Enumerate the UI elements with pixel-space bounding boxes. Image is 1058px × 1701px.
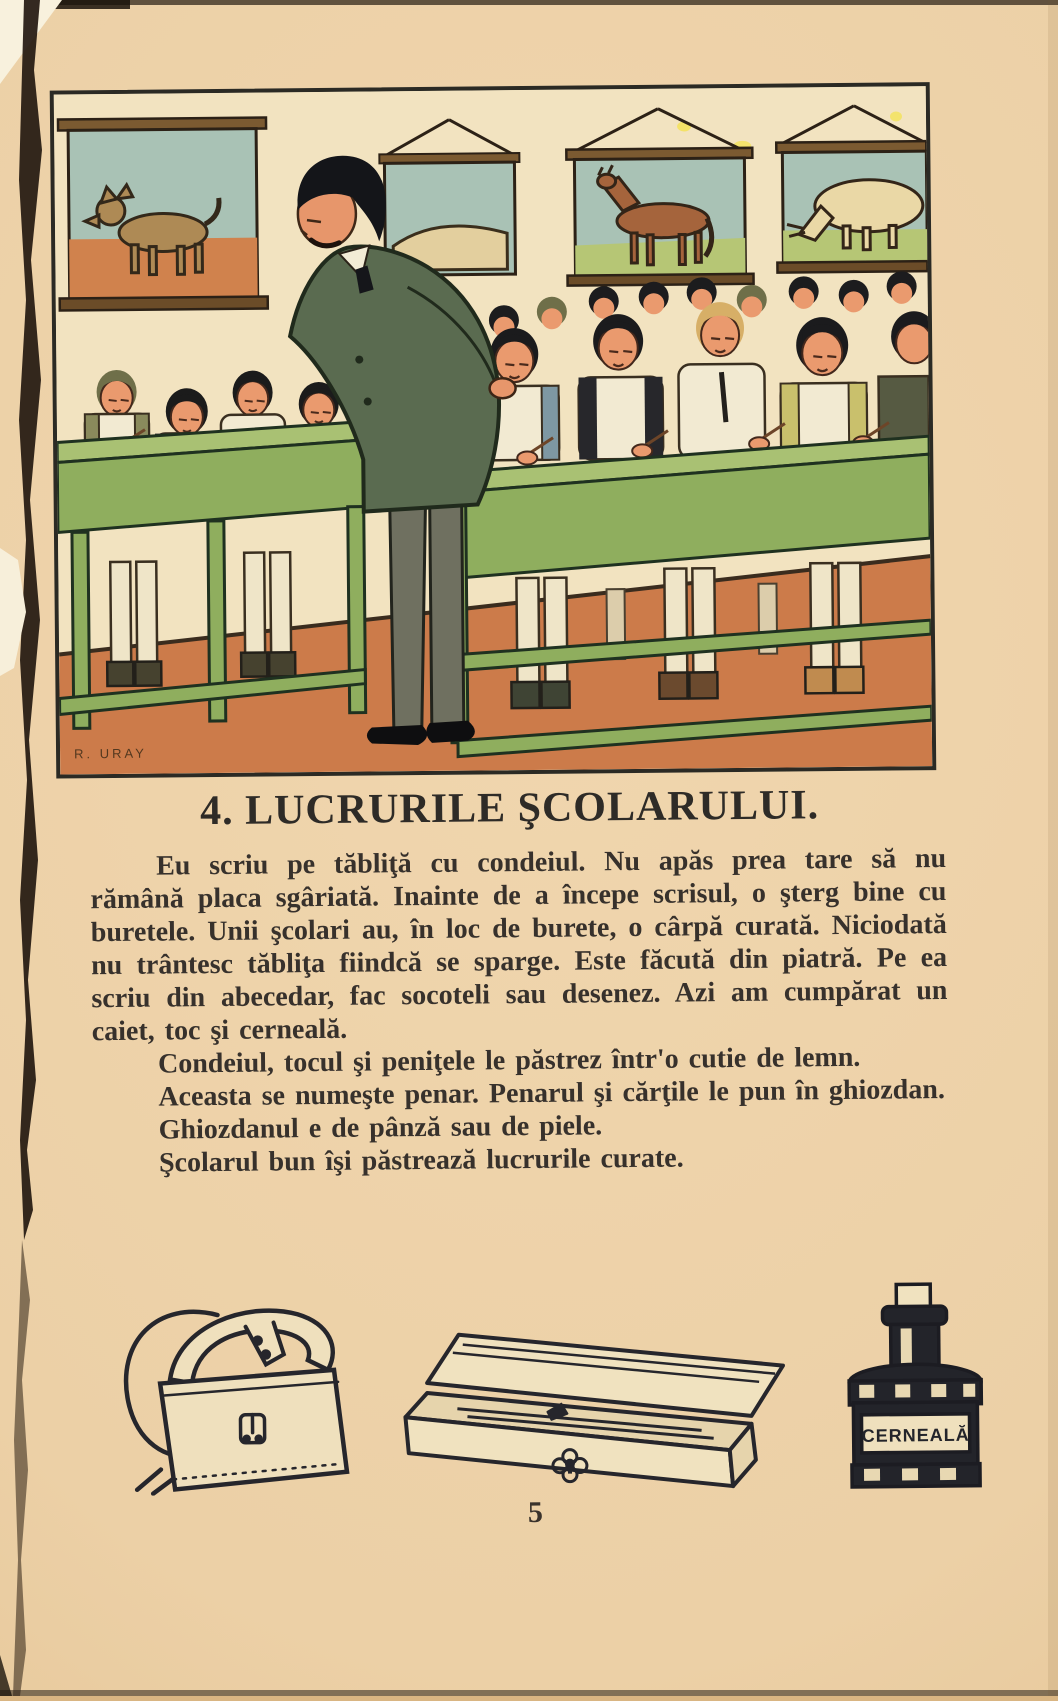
page-number: 5: [6, 1491, 1058, 1535]
pencil-box-icon: [405, 1332, 784, 1490]
lesson-paragraph: Şcolarul bun îşi păstrează lucrurile curate.: [93, 1139, 949, 1180]
lesson-paragraph: Aceasta se numeşte penar. Penarul şi cărţile le pun în ghiozdan.: [92, 1073, 948, 1114]
ink-bottle-illustration: [826, 1279, 1002, 1495]
schoolbag-icon: [125, 1310, 347, 1494]
lesson-paragraph: Eu scriu pe tăbliţă cu condeiul. Nu apăs prea tare să nu rămână placa sgâriată. Inainte de a începe scrisul, o şterg bine cu buretele. Unii şcolari au, în loc de burete, o cârpă curată. Niciodată nu trântesc tăbliţa fiindcă se sparge. Este făcută din piatră. Pe ea scriu din abecedar, fac socoteli sau desenez. Azi am cumpărat un caiet, toc şi cerneală.: [90, 842, 948, 1048]
classroom-illustration: [50, 82, 937, 778]
lesson-paragraph: Condeiul, tocul şi peniţele le păstrez într'o cutie de lemn.: [92, 1040, 948, 1081]
lesson-paragraph: Ghiozdanul e de pânză sau de piele.: [93, 1106, 949, 1147]
teacher-hand: [489, 378, 515, 398]
lesson-text: [90, 842, 949, 1180]
ink-bottle-label-text: CERNEALĂ: [862, 1424, 970, 1446]
lesson-title: 4. LUCRURILE ŞCOLARULUI.: [59, 780, 959, 837]
artist-signature: R. URAY: [74, 746, 147, 762]
dog-chart: [58, 117, 268, 310]
pencil-box-illustration: [401, 1323, 799, 1501]
schoolbag-illustration: [99, 1282, 369, 1497]
ink-bottle-icon: [848, 1284, 982, 1487]
